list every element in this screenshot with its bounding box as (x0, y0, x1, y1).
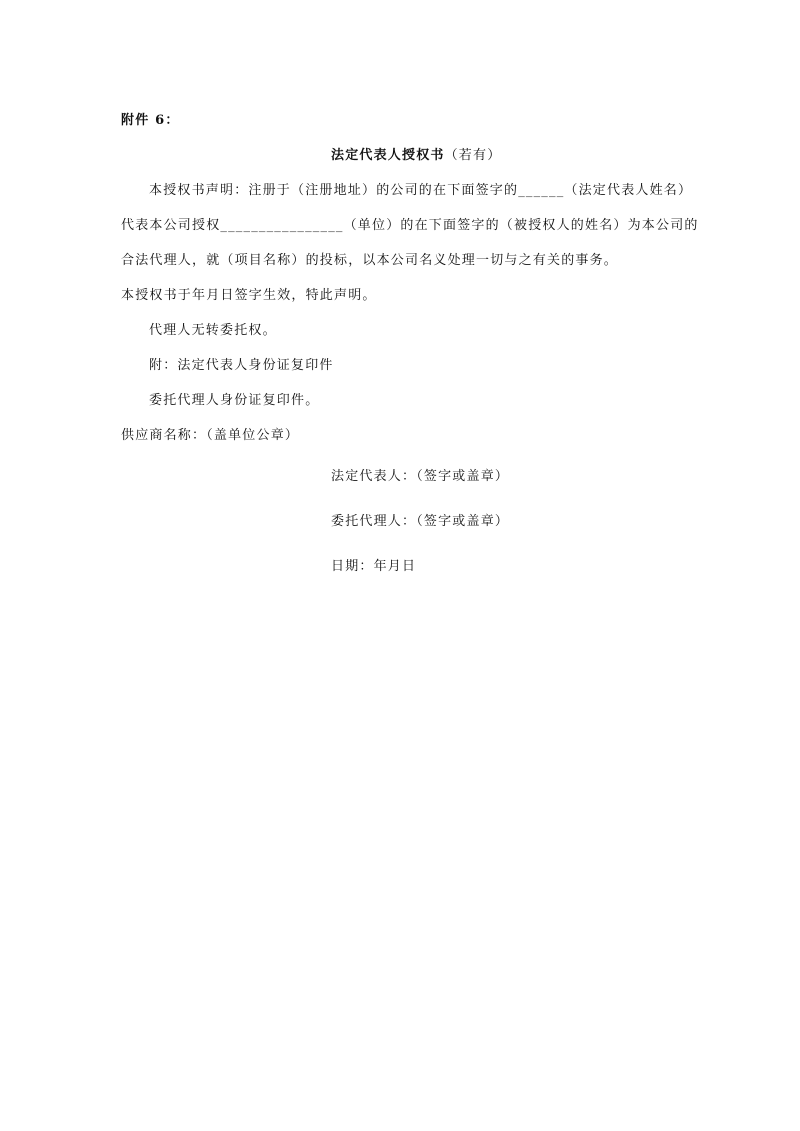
title-suffix: （若有） (444, 148, 502, 163)
no-transfer-statement: 代理人无转委托权。 (149, 323, 277, 338)
agent-signature-field: 委托代理人：（签字或盖章） (331, 514, 510, 529)
effective-statement: 本授权书于年月日签字生效，特此声明。 (121, 288, 377, 303)
attachment-note-1: 附：法定代表人身份证复印件 (149, 358, 334, 373)
date-field: 日期：年月日 (331, 559, 417, 574)
paragraph1-line1: 本授权书声明：注册于（注册地址）的公司的在下面签字的______（法定代表人姓名） (149, 183, 693, 198)
supplier-name-field: 供应商名称：（盖单位公章） (121, 428, 300, 443)
paragraph1-line2: 代表本公司授权________________（单位）的在下面签字的（被授权人的姓名）为本公司的 (121, 218, 699, 233)
legal-rep-signature-field: 法定代表人：（签字或盖章） (331, 469, 510, 484)
document-title (331, 147, 501, 165)
title-main: 法定代表人授权书 (331, 148, 445, 163)
attachment-label: 附件 6： (121, 113, 180, 128)
paragraph1-line3: 合法代理人，就（项目名称）的投标，以本公司名义处理一切与之有关的事务。 (121, 253, 619, 268)
attachment-note-2: 委托代理人身份证复印件。 (149, 393, 320, 408)
